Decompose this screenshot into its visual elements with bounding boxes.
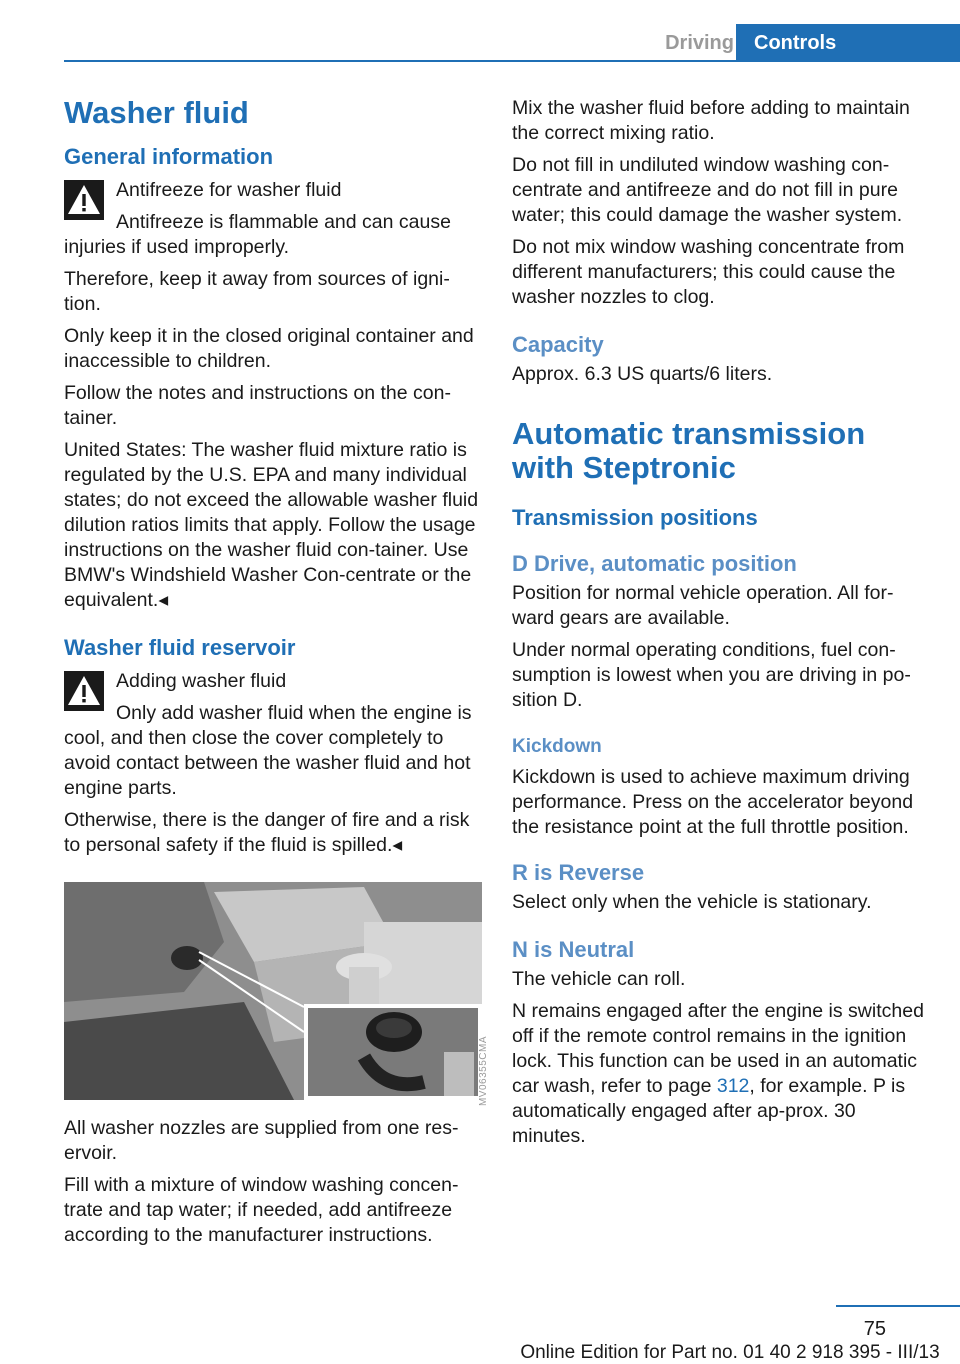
header-tab-controls: Controls xyxy=(736,24,960,62)
paragraph: Mix the washer fluid before adding to maintain the correct mixing ratio. xyxy=(512,97,910,144)
warning-text: injuries if used improperly. xyxy=(64,236,290,258)
warning-text-line: Only add washer fluid when the engine is xyxy=(116,702,472,724)
paragraph: Select only when the vehicle is stationary. xyxy=(512,891,872,913)
heading-n-neutral: N is Neutral xyxy=(512,937,635,962)
paragraph: Under normal operating conditions, fuel con-sumption is lowest when you are driving in po-sition D. xyxy=(512,639,911,711)
warning-triangle-icon xyxy=(64,671,104,711)
engine-bay-photo xyxy=(64,882,482,1100)
page-reference-link[interactable]: 312 xyxy=(716,1075,750,1097)
warning-title: Antifreeze for washer fluid xyxy=(116,179,342,201)
paragraph: Position for normal vehicle operation. All for-ward gears are available. xyxy=(512,582,894,629)
paragraph: Do not mix window washing concentrate from different manufacturers; this could cause the washer nozzles to clog. xyxy=(512,236,905,308)
warning-text-line: Antifreeze is flammable and can cause xyxy=(116,211,451,233)
heading-washer-fluid-reservoir: Washer fluid reservoir xyxy=(64,635,296,660)
heading-transmission-positions: Transmission positions xyxy=(512,505,758,530)
text: N remains engaged after the engine is switched off if the remote control remains in the ignition lock. This function can be used in an automatic car wash, refer to page xyxy=(512,1000,924,1097)
page-number: 75 xyxy=(863,1318,886,1340)
paragraph-neutral xyxy=(512,999,932,1149)
warning-antifreeze xyxy=(64,178,484,260)
warning-adding-washer-fluid xyxy=(64,669,484,801)
paragraph: Fill with a mixture of window washing concen-trate and tap water; if needed, add antifreeze according to the manufacturer instructions. xyxy=(64,1174,459,1246)
footer-rule xyxy=(836,1305,960,1307)
paragraph: Kickdown is used to achieve maximum driving performance. Press on the accelerator beyond the resistance point at the full throttle position. xyxy=(512,766,914,838)
paragraph: All washer nozzles are supplied from one res-ervoir. xyxy=(64,1117,459,1164)
heading-kickdown: Kickdown xyxy=(512,736,602,757)
warning-text: cool, and then close the cover completely to avoid contact between the washer fluid and hot engine parts. xyxy=(64,727,471,799)
right-column xyxy=(512,96,932,1156)
section-title-washer-fluid: Washer fluid xyxy=(64,95,249,130)
warning-title: Adding washer fluid xyxy=(116,670,287,692)
paragraph: Do not fill in undiluted window washing con-centrate and antifreeze and do not fill in pure water; this could damage the washer system. xyxy=(512,154,903,226)
heading-capacity: Capacity xyxy=(512,332,604,357)
text: , for example. P is automatically engaged after ap-prox. 30 minutes. xyxy=(512,1075,906,1147)
paragraph: Follow the notes and instructions on the con-tainer. xyxy=(64,382,451,429)
header-rule xyxy=(64,60,736,62)
paragraph: Otherwise, there is the danger of fire and a risk to personal safety if the fluid is spilled.◂ xyxy=(64,809,470,856)
paragraph: Only keep it in the closed original container and inaccessible to children. xyxy=(64,325,474,372)
heading-d-drive: D Drive, automatic position xyxy=(512,551,797,576)
photo-code: MV06355CMA xyxy=(478,1036,489,1107)
left-column xyxy=(64,96,484,1255)
footer-edition: Online Edition for Part no. 01 40 2 918 395 - III/13 xyxy=(520,1342,940,1363)
paragraph: Therefore, keep it away from sources of igni-tion. xyxy=(64,268,450,315)
paragraph: The vehicle can roll. xyxy=(512,968,686,990)
section-title-automatic-transmission: Automatic transmission with Steptronic xyxy=(512,416,866,485)
warning-triangle-icon xyxy=(64,180,104,220)
paragraph: United States: The washer fluid mixture ratio is regulated by the U.S. EPA and many individual states; do not exceed the allowable washer fluid dilution ratios limits that apply. Follow the usage instructions on the washer fluid con-tainer. Use BMW's Windshield Washer Con-centrate or the equivalent.◂ xyxy=(64,439,479,611)
paragraph: Approx. 6.3 US quarts/6 liters. xyxy=(512,363,773,385)
heading-r-reverse: R is Reverse xyxy=(512,860,645,885)
header-tab-driving: Driving xyxy=(665,32,734,54)
heading-general-information: General information xyxy=(64,144,274,169)
